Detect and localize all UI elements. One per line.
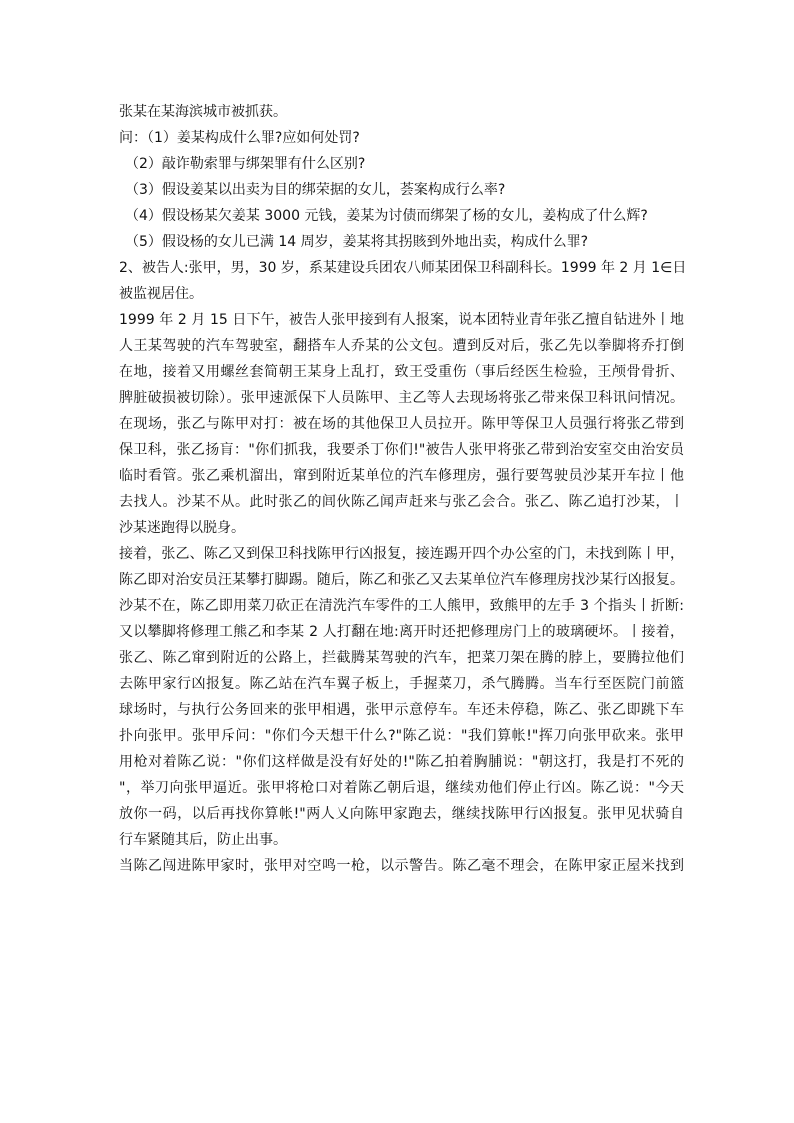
- text-line: "，举刀向张甲逼近。张甲将枪口对着陈乙朝后退，继续劝他们停止行凶。陈乙说："今天: [119, 780, 684, 796]
- text-line: 去陈甲家行凶报复。陈乙站在汽车翼子板上，手握菜刀，杀气腾腾。当车行至医院门前篮: [119, 676, 684, 692]
- text-line: 张某在某海滨城市被抓获。: [119, 104, 287, 120]
- text-line: 张乙、陈乙窜到附近的公路上，拦截腾某驾驶的汽车，把菜刀架在腾的脖上，要腾拉他们: [119, 650, 684, 666]
- text-line: 保卫科，张乙扬肓："你们抓我，我要杀丁你们!"被告人张甲将张乙带到治安室交由治安员: [119, 442, 684, 458]
- text-line: 临时看管。张乙乘机溜出，窜到附近某单位的汽车修理房，强行要驾驶员沙某开车拉丨他: [119, 468, 684, 484]
- case-heading: 2、被告人:张甲，男，30 岁，系某建设兵团农八师某团保卫科副科长。1999 年 2 月 1∈日: [119, 260, 687, 276]
- text-line: 球场时，与执行公务回来的张甲相遇，张甲示意停车。车还未停稳，陈乙、张乙即跳下车: [119, 702, 684, 718]
- text-line: 脾脏破损被切除）。张甲速派保下人员陈甲、主乙等人去现场将张乙带来保卫科讯问情况。: [119, 390, 684, 406]
- question-item: （5）假设杨的女儿已满 14 周岁，姜某将其拐賅到外地出卖，构成什么罪?: [125, 234, 589, 250]
- text-line: 陈乙即对治安员汪某攀打脚踢。随后，陈乙和张乙又去某单位汽车修理房找沙某行凶报复。: [119, 572, 684, 588]
- question-heading: 问：（1）姜某构成什么罪?应如何处罚?: [119, 130, 360, 146]
- document-body: [119, 99, 689, 879]
- text-line: 放你一码，以后再找你算帐!"两人乂向陈甲家跑去，继续找陈甲行凶报复。张甲见状骑自: [119, 806, 684, 822]
- text-line: 接着，张乙、陈乙又到保卫科找陈甲行凶报复，接连踢开四个办公室的门，未找到陈丨甲，: [119, 546, 684, 562]
- text-line: 扑向张甲。张甲斥问："你们今天想干什么?"陈乙说："我们算帐!"挥刀向张甲砍来。张甲: [119, 728, 684, 744]
- question-item: （4）假设杨某欠姜某 3000 元钱，姜某为讨债而绑架了杨的女儿，姜构成了什么辉?: [125, 208, 648, 224]
- text-line: 人王某驾驶的汽车驾驶室，翻搭车人乔某的公文包。遭到反对后，张乙先以拳脚将乔打倒: [119, 338, 684, 354]
- text-line: 在地，接着又用螺丝套简朝王某身上乱打，致王受重伤（事后经医生检验，王颅骨骨折、: [119, 364, 684, 380]
- text-line: 去找人。沙某不从。此时张乙的闾伙陈乙闻声赶来与张乙会合。张乙、陈乙追打沙某，丨: [119, 494, 684, 510]
- text-line: 沙某不在，陈乙即用菜刀砍正在清洗汽车零件的工人熊甲，致熊甲的左手 3 个指头丨折断:: [119, 598, 684, 614]
- text-line: 当陈乙闯进陈甲家时，张甲对空鸣一枪，以示警告。陈乙毫不理会，在陈甲家正屋米找到: [119, 858, 684, 874]
- text-line: 沙某迷跑得以脱身。: [119, 520, 245, 536]
- text-line: 用枪对着陈乙说："你们这样做是没有好处的!"陈乙拍着胸脯说："朝这打，我是打不死的: [119, 754, 684, 770]
- question-item: （2）敲诈勒索罪与绑架罪有什么区别?: [125, 156, 366, 172]
- question-item: （3）假设姜某以出卖为目的绑荣据的女儿，荟案构成行么率?: [125, 182, 506, 198]
- text-line: 又以攀脚将修理工熊乙和李某 2 人打翻在地:离开时还把修理房门上的玻璃硬坏。丨接着，: [119, 624, 684, 640]
- text-line: 1999 年 2 月 15 日下午，被告人张甲接到有人报案，说本团特业青年张乙擅自钻进外丨地: [119, 312, 684, 328]
- text-line: 行车紧随其后，防止出事。: [119, 832, 287, 848]
- text-line: 在现场，张乙与陈甲对打：被在场的其他保卫人员拉开。陈甲等保卫人员强行将张乙带到: [119, 416, 684, 432]
- text-line: 被监视居住。: [119, 286, 203, 302]
